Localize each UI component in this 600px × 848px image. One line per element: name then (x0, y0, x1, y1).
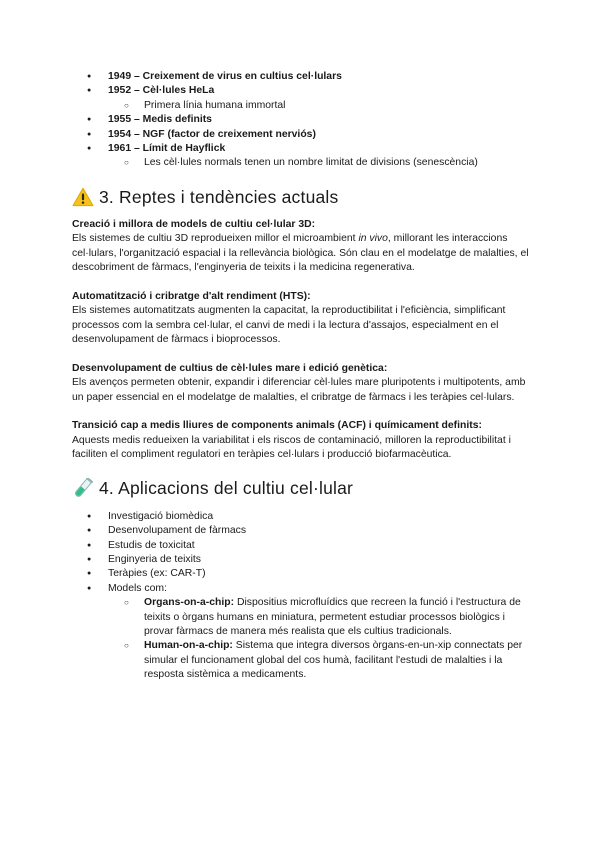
timeline-list (72, 70, 532, 171)
sub-list-item: ○ Human-on-a-chip: Sistema que integra diversos òrgans-en-un-xip connectats per simular el funcionament global del cos humà, facilitant l'estudi de malalties i la resposta sistèmica a medicaments. (72, 639, 532, 682)
list-item: ● Teràpies (ex: CAR-T) (72, 567, 532, 581)
list-item: ● 1955 – Medis definits (72, 113, 532, 127)
list-item: ● 1954 – NGF (factor de creixement nerviós) (72, 128, 532, 142)
paragraph-title: Creació i millora de models de cultiu cel·lular 3D: (72, 218, 316, 230)
paragraph-acf-media (72, 419, 532, 462)
sub-list-item: ○ Les cèl·lules normals tenen un nombre limitat de divisions (senescència) (72, 156, 532, 170)
paragraph-hts (72, 290, 532, 348)
paragraph-body: Els sistemes automatitzats augmenten la capacitat, la reproductibilitat i l'eficiència, simplificant processos com la sembra cel·lular, el canvi de medi i la lectura d'assajos, especialment en el desenvolupament de fàrmacs i bioprocessos. (72, 305, 506, 346)
paragraph-title: Automatització i cribratge d'alt rendiment (HTS): (72, 290, 311, 302)
paragraph-title: Desenvolupament de cultius de cèl·lules mare i edició genètica: (72, 362, 388, 374)
list-item: ● Estudis de toxicitat (72, 539, 532, 553)
applications-list (72, 510, 532, 683)
section-heading-applications: 4. Aplicacions del cultiu cel·lular (72, 477, 532, 499)
paragraph-body: Els avenços permeten obtenir, expandir i diferenciar cèl·lules mare pluripotents i multipotents, amb un paper essencial en el modelatge de malalties, el cribratge de fàrmacs i les teràpies cel·lulars. (72, 377, 526, 403)
paragraph-stem-cells (72, 362, 532, 405)
paragraph-3d-models (72, 218, 532, 276)
list-item: ● Desenvolupament de fàrmacs (72, 524, 532, 538)
sub-list-item: ○ Organs-on-a-chip: Dispositius microfluídics que recreen la funció i l'estructura de teixits o òrgans humans en miniatura, permetent estudiar processos biològics i provar fàrmacs de manera més realista que els cultius tradicionals. (72, 596, 532, 639)
list-item: ● Models com: (72, 582, 532, 596)
list-item: ● Enginyeria de teixits (72, 553, 532, 567)
document-content (72, 70, 532, 683)
sub-list-item: ○ Primera línia humana immortal (72, 99, 532, 113)
list-item: ● 1952 – Cèl·lules HeLa (72, 84, 532, 98)
list-item: ● 1961 – Límit de Hayflick (72, 142, 532, 156)
paragraph-body: Els sistemes de cultiu 3D reprodueixen millor el microambient in vivo, millorant les interaccions cel·lulars, l'organització espacial i la rellevància biològica. Són clau en el modelatge de malalties, el descobriment de fàrmacs, l'enginyeria de teixits i la medicina regenerativa. (72, 233, 529, 274)
section-heading-challenges: 3. Reptes i tendències actuals (72, 186, 532, 208)
list-item: ● 1949 – Creixement de virus en cultius cel·lulars (72, 70, 532, 84)
paragraph-title: Transició cap a medis lliures de components animals (ACF) i químicament definits: (72, 420, 482, 432)
paragraph-body: Aquests medis redueixen la variabilitat i els riscos de contaminació, milloren la reproductibilitat i faciliten el compliment regulatori en teràpies cel·lulars i producció biofarmacèutica. (72, 434, 511, 461)
warning-icon (72, 187, 94, 207)
list-item: ● Investigació biomèdica (72, 510, 532, 524)
test-tube-icon (72, 478, 94, 498)
